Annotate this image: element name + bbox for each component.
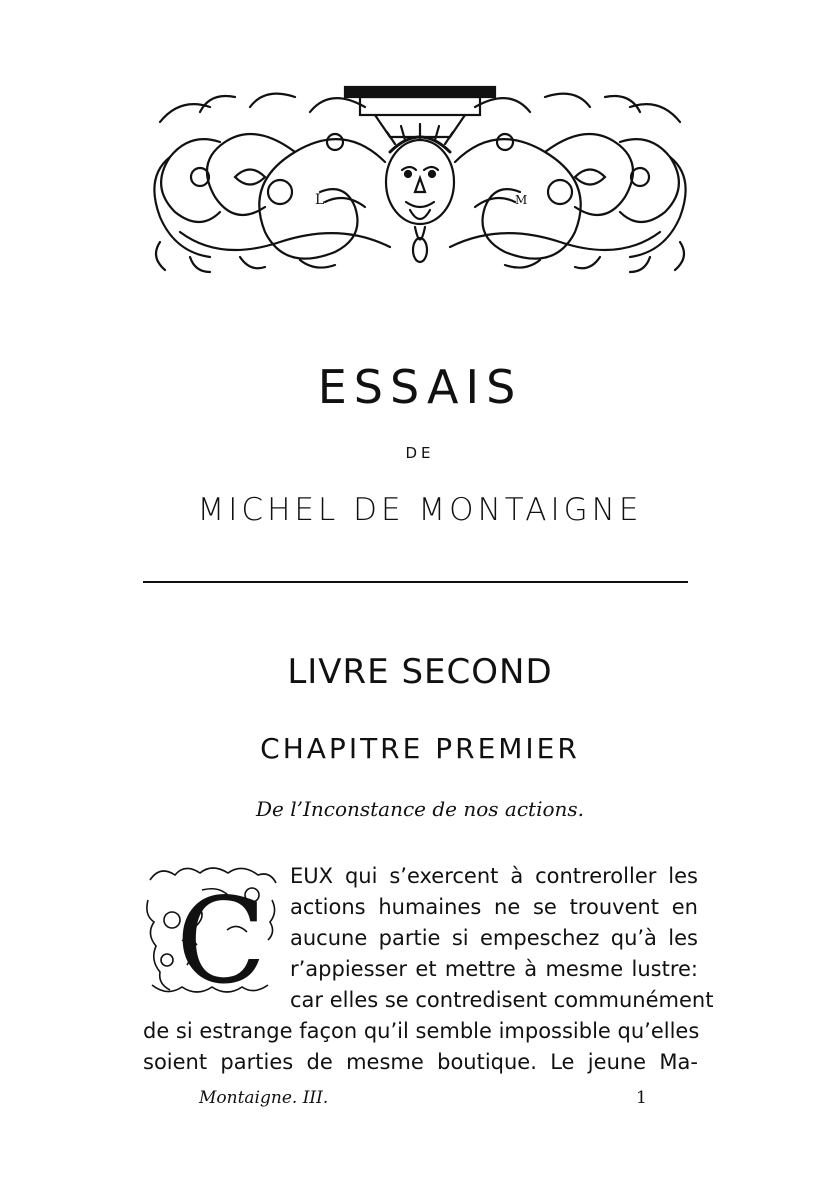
dropcap-letter: C <box>176 872 267 1000</box>
ornamental-dropcap <box>142 860 282 1000</box>
author-name: MICHEL DE MONTAIGNE <box>197 492 643 528</box>
headpiece-monogram-right: M <box>515 193 528 207</box>
body-line: de si estrange façon qu’il semble impossible qu’elles <box>143 1019 700 1043</box>
book-title: ESSAIS <box>317 360 523 414</box>
body-line: aucune partie si empeschez qu’à les <box>290 926 698 950</box>
divider-rule <box>143 581 688 583</box>
body-line: EUX qui s’exercent à contreroller les <box>290 864 698 888</box>
ornamental-headpiece <box>140 82 700 277</box>
body-line: r’appiesser et mettre à mesme lustre: <box>290 957 698 981</box>
book-part-heading: LIVRE SECOND <box>287 652 553 692</box>
chapter-subtitle: De l’Inconstance de nos actions. <box>255 797 585 821</box>
page-number: 1 <box>636 1088 647 1108</box>
signature-mark: Montaigne. III. <box>199 1088 329 1108</box>
chapter-heading: CHAPITRE PREMIER <box>260 732 580 765</box>
body-line: soient parties de mesme boutique. Le jeune Ma- <box>143 1050 698 1074</box>
body-line: car elles se contredisent communément <box>290 988 714 1012</box>
title-connector: DE <box>405 444 435 462</box>
headpiece-monogram-left: L <box>315 192 325 208</box>
body-line: actions humaines ne se trouvent en <box>290 895 698 919</box>
